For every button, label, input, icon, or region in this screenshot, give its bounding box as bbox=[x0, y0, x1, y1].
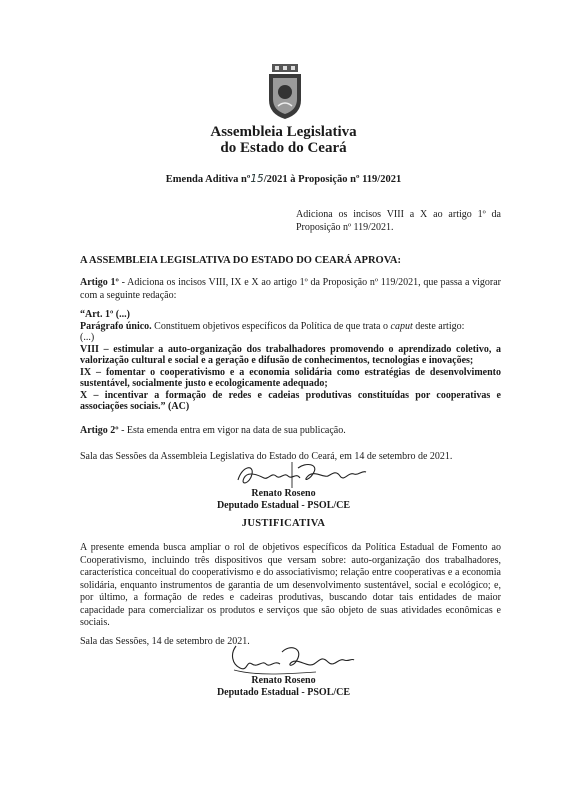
paragraph-text-a: Constituem objetivos específicos da Política de que trata o bbox=[151, 320, 391, 332]
handwritten-signature-2 bbox=[226, 640, 356, 680]
justification-title: JUSTIFICATIVA bbox=[241, 518, 326, 529]
article-2-text: - Esta emenda entra em vigor na data de sua publicação. bbox=[118, 425, 346, 436]
new-wording-block bbox=[80, 309, 501, 413]
inciso-10: X – incentivar a formação de redes e cadeias produtivas constituídas por cooperativas e associações sociais.” (AC) bbox=[80, 389, 501, 412]
paragraph-text-b: deste artigo: bbox=[412, 320, 465, 332]
signer-name-2: Renato Roseno bbox=[251, 675, 316, 686]
approval-statement: A ASSEMBLEIA LEGISLATIVA DO ESTADO DO CEARÁ APROVA: bbox=[80, 255, 402, 266]
amendment-prefix: Emenda Aditiva nº bbox=[165, 174, 251, 185]
amendment-suffix: /2021 à Proposição nº 119/2021 bbox=[263, 174, 402, 185]
handwritten-signature-1 bbox=[232, 458, 372, 490]
amendment-number-handwritten: 15 bbox=[250, 173, 264, 185]
signer-role-1: Deputado Estadual - PSOL/CE bbox=[216, 500, 351, 511]
inciso-9: IX – fomentar o cooperativismo e a economia solidária como estratégias de desenvolvimento sustentável, socialmente justo e ecologicamente adequado; bbox=[80, 366, 501, 389]
signer-name-1: Renato Roseno bbox=[251, 488, 316, 499]
session-date-1: Sala das Sessões da Assembleia Legislativa do Estado do Ceará, em 14 de setembro de 2021. bbox=[80, 451, 453, 462]
article-2 bbox=[80, 425, 346, 436]
amendment-summary: Adiciona os incisos VIII a X ao artigo 1º da Proposição nº 119/2021. bbox=[296, 209, 501, 233]
amendment-title bbox=[0, 173, 567, 185]
paragraph-label: Parágrafo único. bbox=[80, 320, 152, 332]
art1-reference: “Art. 1º (...) bbox=[80, 309, 130, 320]
inciso-8: VIII – estimular a auto-organização dos trabalhadores promovendo o aprendizado coletivo, a valorização cultural e social e a geração e difusão de conhecimentos, tecnologias e inovações; bbox=[80, 343, 501, 366]
article-2-label: Artigo 2º bbox=[80, 425, 119, 436]
article-1-label: Artigo 1º bbox=[80, 277, 119, 288]
article-1 bbox=[80, 276, 501, 302]
session-date-2: Sala das Sessões, 14 de setembro de 2021. bbox=[80, 636, 250, 647]
article-1-text: - Adiciona os incisos VIII, IX e X ao artigo 1º da Proposição nº 119/2021, que passa a vigorar com a seguinte redação: bbox=[80, 277, 501, 301]
institution-name-line2: do Estado do Ceará bbox=[220, 140, 347, 156]
ellipsis: (...) bbox=[80, 332, 95, 343]
institution-name-line1: Assembleia Legislativa bbox=[210, 124, 357, 140]
signer-role-2: Deputado Estadual - PSOL/CE bbox=[216, 687, 351, 698]
coat-of-arms-seal bbox=[266, 64, 304, 120]
justification-text: A presente emenda busca ampliar o rol de objetivos específicos da Política Estadual de Fomento ao Cooperativismo, incluindo três dispositivos que versam sobre: auto-organização dos trabalhadores, característica conceitual do cooperativismo e do associativismo; relação entre cooperativas e a economia solidária, enquanto instrumentos de garantia de um desenvolvimento sustentável, social e ecológico; e, por último, a formação de redes e cadeiras produtivas, buscando dotar tais entidades de maior capacidade para comercializar os produtos e serviços que são objeto de suas atividades econômicas e sociais. bbox=[80, 542, 501, 628]
paragraph-caput: caput bbox=[390, 320, 413, 332]
